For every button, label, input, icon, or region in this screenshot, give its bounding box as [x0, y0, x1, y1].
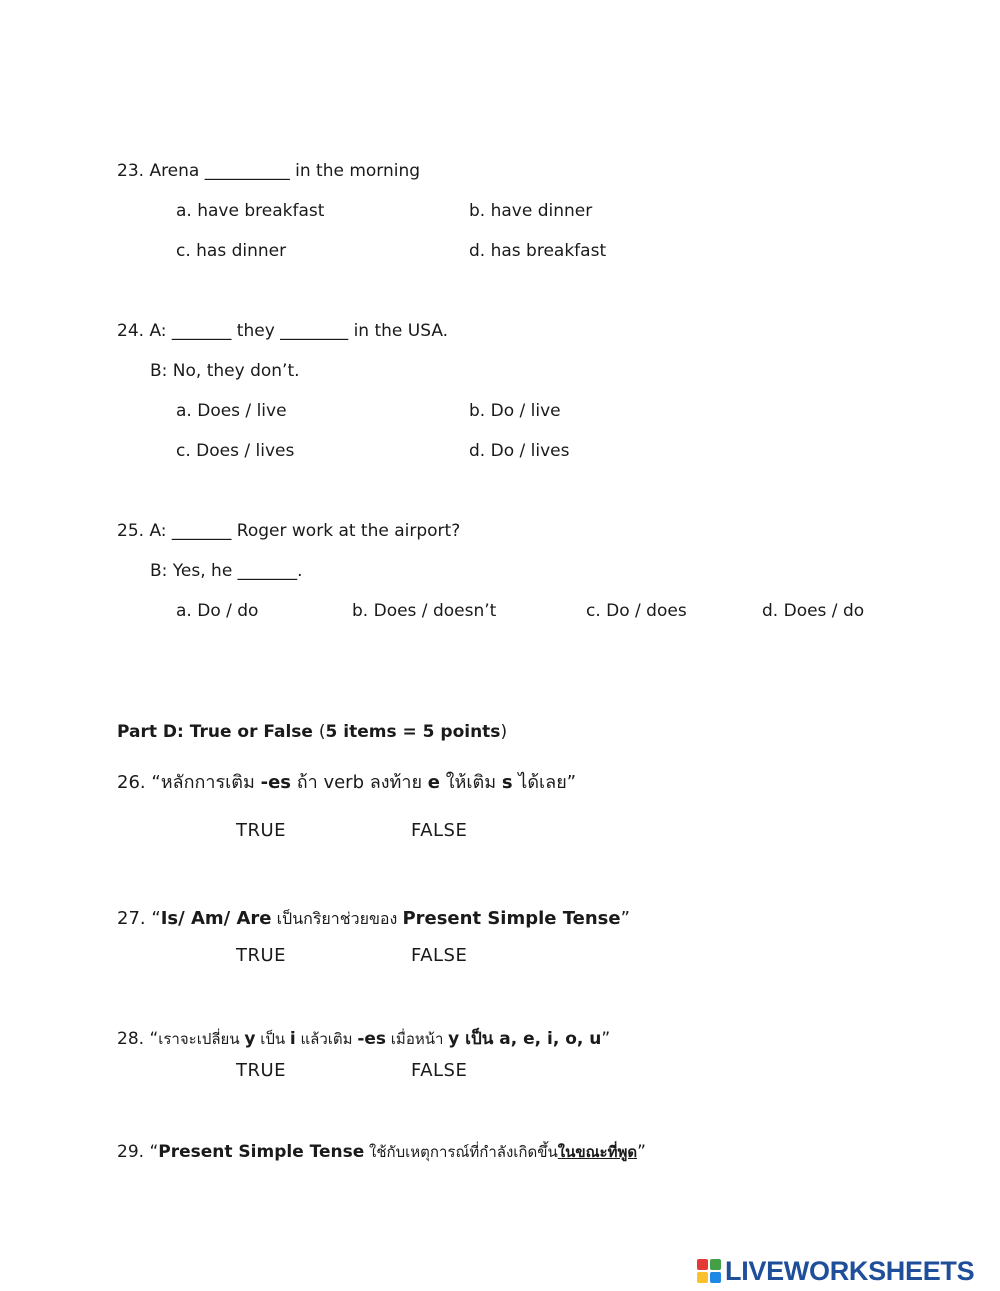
q28-text: i [289, 1029, 296, 1049]
logo-tile [710, 1272, 721, 1283]
q28-text: เป็น [255, 1030, 290, 1048]
q24-option-a[interactable]: a. Does / live [176, 401, 287, 421]
q29-statement [117, 1141, 646, 1163]
q24-option-c[interactable]: c. Does / lives [176, 441, 295, 461]
q28-text: เมื่อหน้า [386, 1030, 449, 1048]
q24-option-d[interactable]: d. Do / lives [469, 441, 570, 461]
logo-text: LIVEWORKSHEETS [725, 1255, 975, 1286]
q27-false-option[interactable]: FALSE [411, 945, 468, 966]
q23-option-d[interactable]: d. has breakfast [469, 241, 607, 261]
logo-tile [697, 1259, 708, 1270]
q28-text: ” [601, 1029, 611, 1049]
q25-option-a[interactable]: a. Do / do [176, 601, 259, 621]
q25-option-d[interactable]: d. Does / do [762, 601, 865, 621]
q26-text: -es [260, 772, 291, 793]
q25-stem: 25. A: _______ Roger work at the airport? [117, 521, 461, 541]
q26-false-option[interactable]: FALSE [411, 820, 468, 841]
q26-text: หลักการเติม [160, 772, 261, 793]
q28-number: 28. “ [117, 1029, 159, 1049]
q27-text: เป็นกริยาช่วยของ [271, 909, 403, 928]
q27-text: Is/ Am/ Are [160, 908, 272, 929]
q23-stem: 23. Arena __________ in the morning [117, 161, 421, 181]
q26-text: ได้เลย” [512, 772, 577, 793]
part-d-heading [117, 721, 507, 743]
part-d-title: Part D: True or False [117, 722, 313, 742]
liveworksheets-logo[interactable] [697, 1254, 974, 1288]
q29-text: ” [637, 1142, 646, 1162]
q26-text: s [501, 772, 513, 793]
part-d-close-paren: ) [500, 722, 508, 742]
logo-tiles-icon [697, 1259, 721, 1283]
logo-tile [710, 1259, 721, 1270]
q24-reply: B: No, they don’t. [150, 361, 300, 381]
q28-statement [117, 1028, 610, 1050]
q25-option-b[interactable]: b. Does / doesn’t [352, 601, 497, 621]
part-d-count: 5 items = 5 points [325, 722, 501, 742]
q23-option-b[interactable]: b. have dinner [469, 201, 593, 221]
q24-option-b[interactable]: b. Do / live [469, 401, 561, 421]
q29-text: ใช้กับเหตุการณ์ที่กำลังเกิดขึ้น [364, 1143, 558, 1161]
q27-text: ” [620, 908, 630, 929]
q28-true-option[interactable]: TRUE [236, 1060, 287, 1081]
q26-number: 26. “ [117, 772, 161, 793]
q26-true-option[interactable]: TRUE [236, 820, 287, 841]
q28-false-option[interactable]: FALSE [411, 1060, 468, 1081]
q28-text: y [244, 1029, 256, 1049]
q29-text: Present Simple Tense [158, 1142, 365, 1162]
q28-text: -es [357, 1029, 387, 1049]
q29-text: ในขณะที่พูด [557, 1143, 638, 1161]
part-d-open-paren: ( [318, 722, 326, 742]
q23-option-a[interactable]: a. have breakfast [176, 201, 325, 221]
q27-text: Present Simple Tense [402, 908, 621, 929]
q26-statement [117, 772, 576, 794]
q27-number: 27. “ [117, 908, 161, 929]
q25-option-c[interactable]: c. Do / does [586, 601, 687, 621]
q23-option-c[interactable]: c. has dinner [176, 241, 287, 261]
q28-text: แล้วเติม [295, 1030, 358, 1048]
q28-text: y เป็น a, e, i, o, u [448, 1029, 602, 1049]
q27-statement [117, 908, 630, 930]
q27-true-option[interactable]: TRUE [236, 945, 287, 966]
q26-text: e [427, 772, 441, 793]
q29-number: 29. “ [117, 1142, 159, 1162]
q26-text: ให้เติม [440, 772, 502, 793]
q26-text: ถ้า verb ลงท้าย [291, 772, 428, 793]
logo-tile [697, 1272, 708, 1283]
q28-text: เราจะเปลี่ยน [158, 1030, 245, 1048]
q25-reply: B: Yes, he _______. [150, 561, 303, 581]
q24-stem: 24. A: _______ they ________ in the USA. [117, 321, 449, 341]
